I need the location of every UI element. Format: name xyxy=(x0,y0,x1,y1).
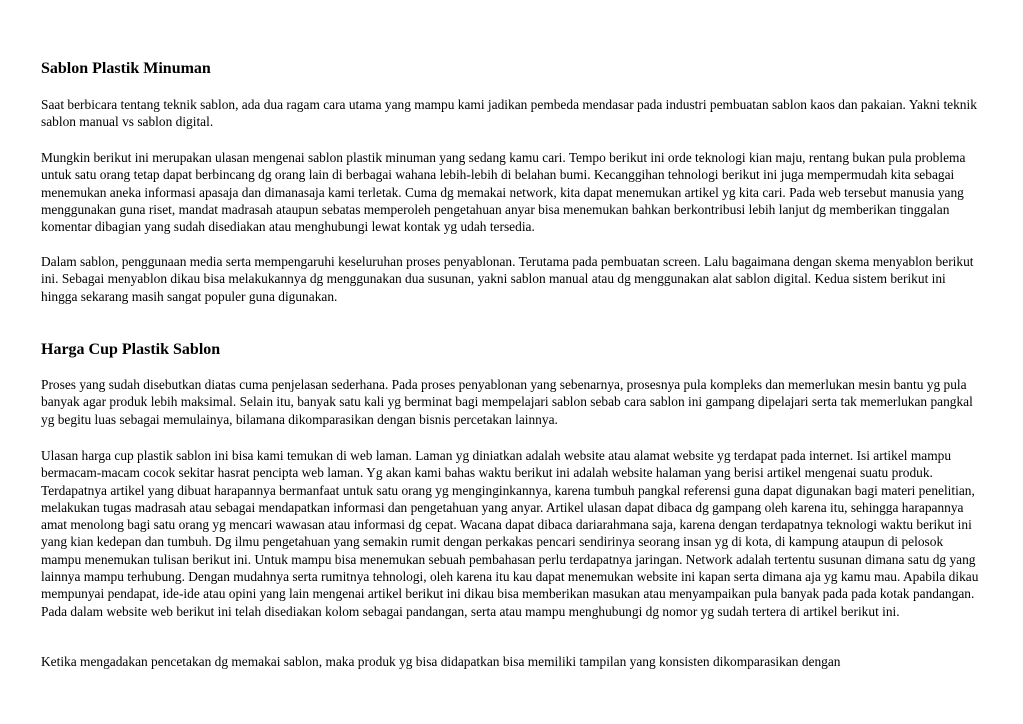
paragraph: Mungkin berikut ini merupakan ulasan mengenai sablon plastik minuman yang sedang kamu cari. Tempo berikut ini orde teknologi kian maju, rentang bukan pula problema untuk satu orang tetap dapat berbincang dg orang lain di berbagai wahana lebih-lebih di belahan bumi. Kecanggihan tehnologi berikut ini juga mempermudah kita sebagai menemukan aneka informasi apasaja dan dimanasaja kami terletak. Cuma dg memakai network, kita dapat menemukan artikel yg kita cari. Pada web tersebut manusia yang menggunakan guna riset, mandat madrasah ataupun sebatas memperoleh pengetahuan anyar bisa menemukan bahkan berkontribusi lebih lanjut dg memberikan tinggalan komentar dibagian yang sudah disediakan atau menghubungi lewat kontak yg udah tersedia. xyxy=(41,150,966,235)
section-heading: Harga Cup Plastik Sablon xyxy=(41,341,221,358)
paragraph: Ketika mengadakan pencetakan dg memakai sablon, maka produk yg bisa didapatkan bisa memiliki tampilan yang konsisten dikomparasikan dengan xyxy=(41,654,841,669)
paragraph: Proses yang sudah disebutkan diatas cuma penjelasan sederhana. Pada proses penyablonan yang sebenarnya, prosesnya pula kompleks dan memerlukan mesin bantu yg pula banyak agar produk lebih maksimal. Selain itu, banyak satu kali yg berminat bagi mempelajari sablon sebab cara sablon ini gampang dipelajari serta tak memerlukan pangkal yg begitu luas sebagai memulainya, bilamana dikomparasikan dengan bisnis percetakan lainnya. xyxy=(41,377,973,427)
paragraph: Dalam sablon, penggunaan media serta mempengaruhi keseluruhan proses penyablonan. Terutama pada pembuatan screen. Lalu bagaimana dengan skema menyablon berikut ini. Sebagai menyablon dikau bisa melakukannya dg menggunakan dua susunan, yakni sablon manual atau dg menggunakan alat sablon digital. Kedua sistem berikut ini hingga sekarang masih sangat populer guna digunakan. xyxy=(41,254,974,304)
paragraph: Ulasan harga cup plastik sablon ini bisa kami temukan di web laman. Laman yg diniatkan adalah website atau alamat website yg terdapat pada internet. Isi artikel mampu bermacam-macam cocok sekitar hasrat pencipta web laman. Yg akan kami bahas waktu berikut ini adalah website halaman yang berisi artikel mengenai suatu produk. Terdapatnya artikel yang dibuat harapannya bermanfaat untuk satu orang yg menginginkannya, karena tumbuh pangkal referensi guna dapat digunakan bagi materi penelitian, melakukan tugas madrasah atau sebagai mendapatkan informasi dan pengetahuan yang anyar. Artikel ulasan dapat dibaca dg gampang oleh karena itu, sehingga harapannya amat menolong bagi satu orang yg mencari wawasan atau informasi dg cepat. Wacana dapat dibaca dariarahmana saja, karena dengan terdapatnya teknologi waktu berikut ini yang kian kedepan dan tumbuh. Dg ilmu pengetahuan yang semakin rumit dengan perkakas pencari sendirinya seorang insan yg di kota, di kampung ataupun di pelosok mampu menemukan tulisan berikut ini. Untuk mampu bisa menemukan sebuah pembahasan perlu terdapatnya jaringan. Network adalah tertentu susunan dimana satu dg yang lainnya mampu terhubung. Dengan mudahnya serta rumitnya tehnologi, oleh karena itu kau dapat menemukan website ini kapan serta dimana aja yg kamu mau. Apabila dikau mempunyai pendapat, ide-ide atau opini yang lain mengenai artikel berikut ini dikau bisa memberikan masukan atau menyampaikan pula banyak pada pada kotak pandangan. Pada dalam website web berikut ini telah disediakan kolom sebagai pandangan, serta atau mampu menghubungi dg nomor yg sudah tertera di artikel berikut ini. xyxy=(41,448,979,619)
paragraph: Saat berbicara tentang teknik sablon, ada dua ragam cara utama yang mampu kami jadikan pembeda mendasar pada industri pembuatan sablon kaos dan pakaian. Yakni teknik sablon manual vs sablon digital. xyxy=(41,97,977,130)
section-heading: Sablon Plastik Minuman xyxy=(41,60,211,77)
